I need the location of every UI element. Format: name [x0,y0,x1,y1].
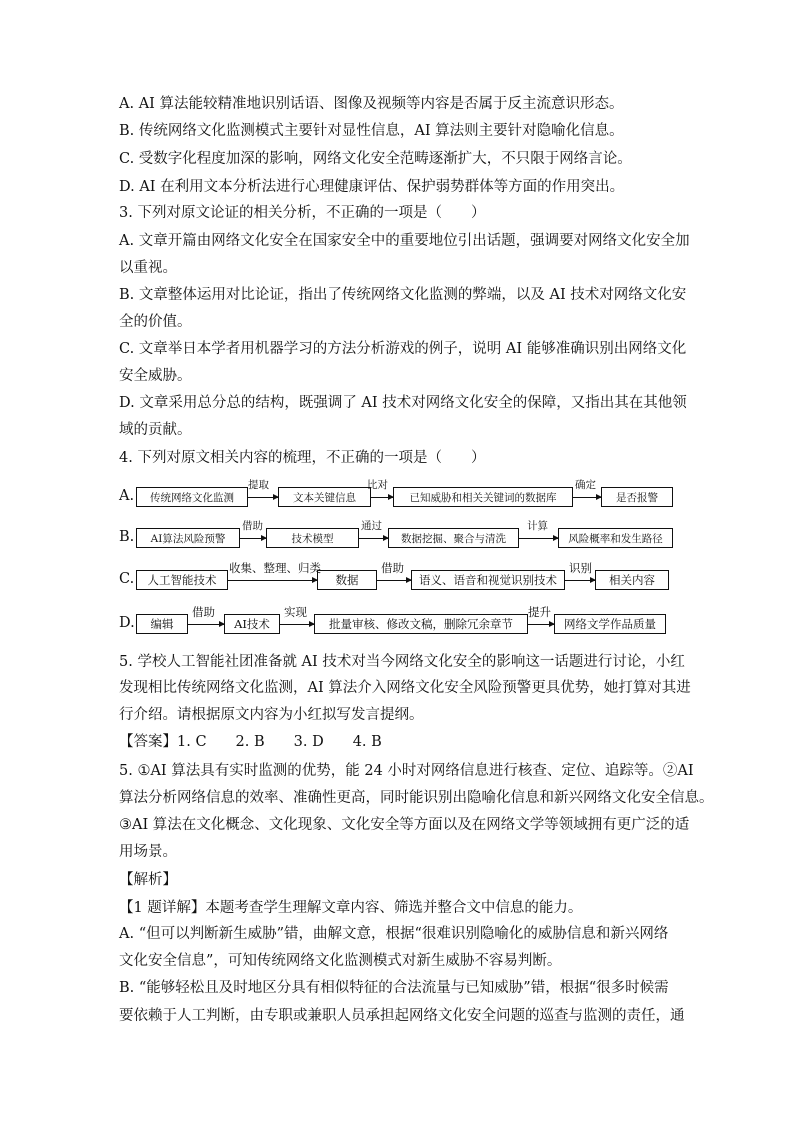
flow-arrow [280,624,314,625]
analysis-heading: 【解析】 [119,872,177,888]
flow-box: 已知威胁和相关关键词的数据库 [393,487,573,507]
flow-arrow [573,497,601,498]
flow-arrow [228,580,317,581]
question-3: 3. 下列对原文论证的相关分析，不正确的一项是（ ） [119,205,486,221]
answer-key: 【答案】1. C 2. B 3. D 4. B [119,734,382,750]
flow-arrow-label: 借助 [242,520,263,532]
flow-arrow [528,624,554,625]
flow-arrow [248,497,278,498]
q3-option-d-line1: D. 文章采用总分总的结构，既强调了 AI 技术对网络文化安全的保障，又指出其在其他领 [119,395,687,411]
flow-box: AI算法风险预警 [136,528,240,548]
flowchart-d [119,605,679,639]
option-d-text: D. AI 在利用文本分析法进行心理健康评估、保护弱势群体等方面的作用突出。 [119,179,625,195]
question-5-line1: 5. 学校人工智能社团准备就 AI 技术对当今网络文化安全的影响这一话题进行讨论，小红 [119,654,685,670]
q3-option-a-line2: 以重视。 [119,260,177,276]
flow-arrow [240,538,266,539]
flow-box: 风险概率和发生路径 [558,528,673,548]
flow-arrow-label: 提取 [248,479,269,491]
flow-box: 数据挖掘、聚合与清洗 [388,528,519,548]
flow-arrow-label: 收集、整理、归类 [229,561,321,575]
flow-arrow [377,580,411,581]
flow-box: 批量审核、修改文稿，删除冗余章节 [314,614,528,634]
q3-option-c-line2: 安全威胁。 [119,368,192,384]
flow-arrow [519,538,558,539]
option-a-text: A. AI 算法能较精准地识别话语、图像及视频等内容是否属于反主流意识形态。 [119,96,624,112]
flow-box: 文本关键信息 [278,487,371,507]
flow-option-label: B. [119,529,135,545]
flow-box: AI技术 [224,614,280,634]
flow-arrow-label: 识别 [569,561,592,575]
q1-detail-b-line1: B. “能够轻松且及时地区分具有相似特征的合法流量与已知威胁”错，根据“很多时候需 [119,980,669,996]
q3-option-b-line1: B. 文章整体运用对比论证，指出了传统网络文化监测的弊端，以及 AI 技术对网络文化安 [119,287,687,303]
flow-box: 编辑 [136,614,188,634]
flow-arrow-label: 提升 [528,605,551,619]
flow-box: 数据 [317,570,377,590]
answer-5-line2: 算法分析网络信息的效率、准确性更高，同时能识别出隐喻化信息和新兴网络文化安全信息。 [119,790,714,806]
flow-option-label: C. [119,571,135,587]
flow-arrow-label: 借助 [381,561,404,575]
flow-box: 人工智能技术 [136,570,228,590]
flow-box: 网络文学作品质量 [554,614,666,634]
flow-arrow [359,538,388,539]
question-5-line3: 行介绍。请根据原文内容为小红拟写发言提纲。 [119,707,424,723]
q3-option-b-line2: 全的价值。 [119,314,192,330]
flow-box: 相关内容 [595,570,669,590]
flow-arrow-label: 比对 [367,479,388,491]
flow-arrow-label: 借助 [192,605,215,619]
q3-option-c-line1: C. 文章举日本学者用机器学习的方法分析游戏的例子，说明 AI 能够准确识别出网络文化 [119,341,687,357]
flow-option-label: D. [119,615,135,631]
flow-arrow [188,624,224,625]
flow-box: 技术模型 [266,528,359,548]
answer-5-line4: 用场景。 [119,844,177,860]
flowchart-c [119,561,679,595]
flow-arrow-label: 计算 [527,520,548,532]
option-c-text: C. 受数字化程度加深的影响，网络文化安全范畴逐渐扩大，不只限于网络言论。 [119,151,632,167]
q1-detail-b-line2: 要依赖于人工判断，由专职或兼职人员承担起网络文化安全问题的巡查与监测的责任，通 [119,1008,685,1024]
flow-box: 传统网络文化监测 [136,487,248,507]
flowchart-a [119,479,679,512]
question-5-line2: 发现相比传统网络文化监测，AI 算法介入网络文化安全风险预警更具优势，她打算对其进 [119,680,691,696]
flow-option-label: A. [119,488,135,504]
q1-detail-a-line2: 文化安全信息”，可知传统网络文化监测模式对新生威胁不容易判断。 [119,953,562,969]
q1-detail-heading: 【1 题详解】本题考查学生理解文章内容、筛选并整合文中信息的能力。 [119,900,583,916]
flow-arrow [565,580,595,581]
q1-detail-a-line1: A. “但可以判断新生威胁”错，曲解文意，根据“很难识别隐喻化的威胁信息和新兴网络 [119,926,669,942]
flow-arrow [371,497,393,498]
flowchart-b [119,520,679,553]
flow-arrow-label: 实现 [284,605,307,619]
flow-arrow-label: 通过 [361,520,382,532]
q3-option-a-line1: A. 文章开篇由网络文化安全在国家安全中的重要地位引出话题，强调要对网络文化安全加 [119,233,690,249]
question-4: 4. 下列对原文相关内容的梳理，不正确的一项是（ ） [119,450,486,466]
flow-box: 语义、语音和视觉识别技术 [411,570,565,590]
flow-box: 是否报警 [601,487,673,507]
answer-5-line1: 5. ①AI 算法具有实时监测的优势，能 24 小时对网络信息进行核查、定位、追踪等。②AI [119,763,694,779]
option-b-text: B. 传统网络文化监测模式主要针对显性信息，AI 算法则主要针对隐喻化信息。 [119,123,624,139]
q3-option-d-line2: 域的贡献。 [119,422,192,438]
flow-arrow-label: 确定 [575,479,596,491]
answer-5-line3: ③AI 算法在文化概念、文化现象、文化安全等方面以及在网络文学等领域拥有更广泛的适 [119,817,690,833]
